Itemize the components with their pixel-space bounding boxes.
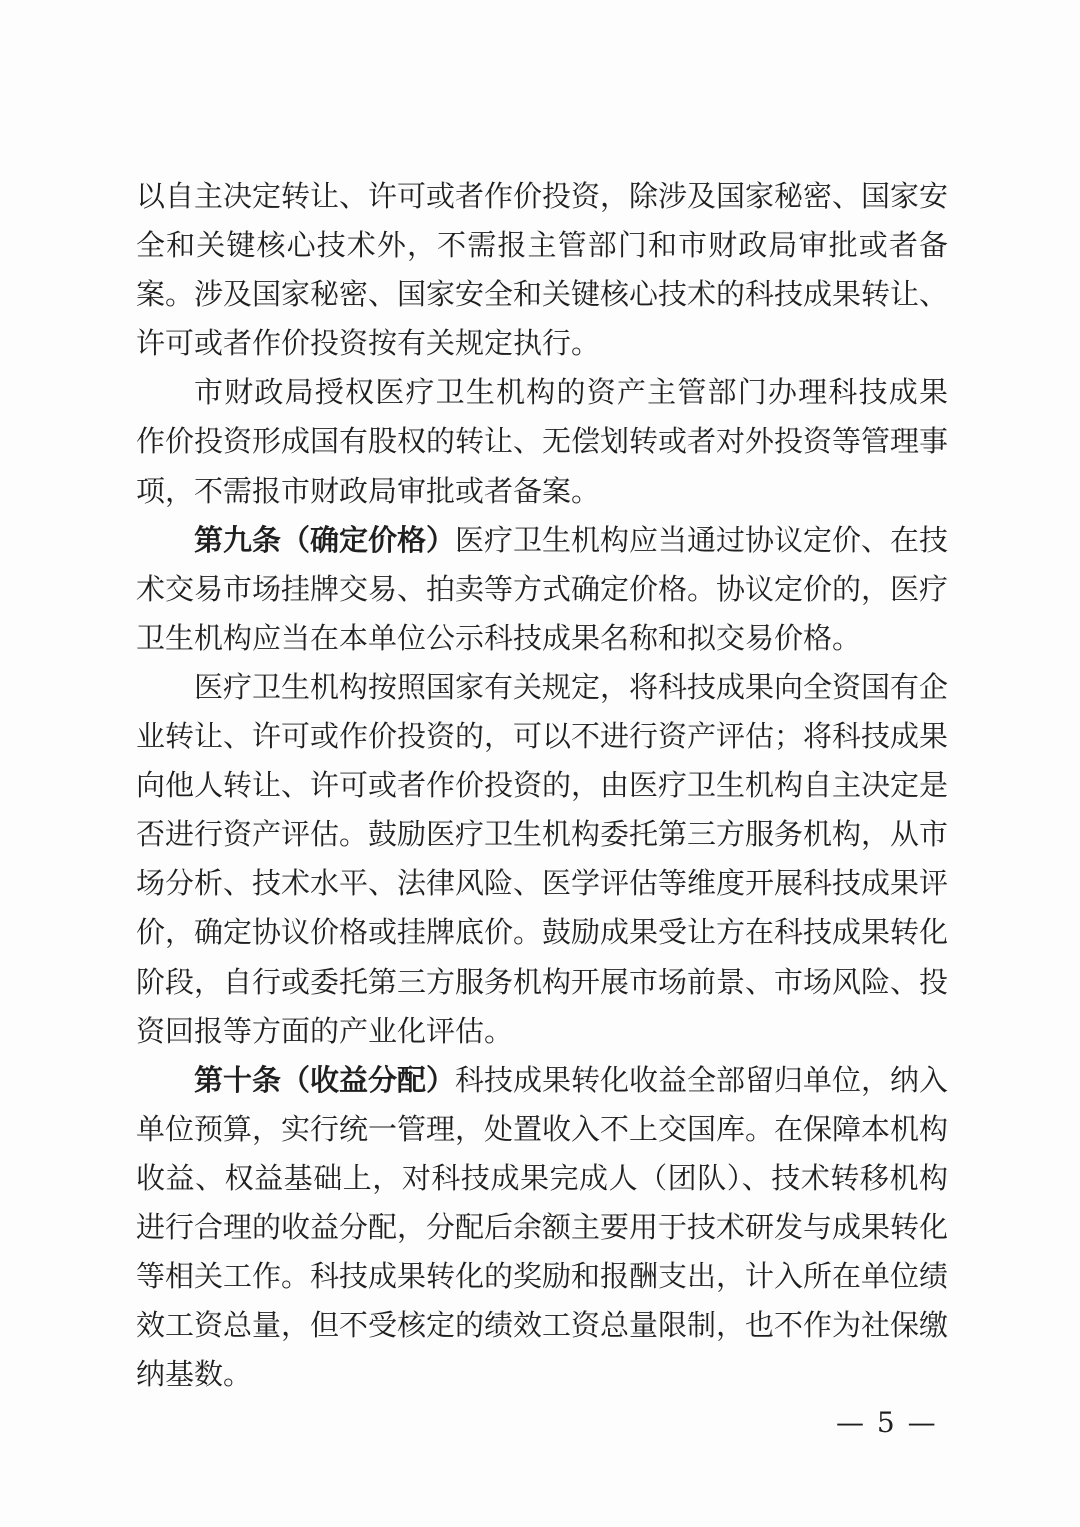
document-body bbox=[136, 172, 948, 1399]
text-line bbox=[136, 516, 948, 565]
text-line: 单位预算，实行统一管理，处置收入不上交国库。在保障本机构 bbox=[136, 1111, 949, 1146]
text-line: 收益、权益基础上，对科技成果完成人（团队）、技术转移机构 bbox=[136, 1160, 948, 1195]
article-text: 科技成果转化收益全部留归单位，纳入 bbox=[455, 1062, 949, 1097]
text-line: 否进行资产评估。鼓励医疗卫生机构委托第三方服务机构，从市 bbox=[136, 817, 949, 852]
text-line: 等相关工作。科技成果转化的奖励和报酬支出，计入所在单位绩 bbox=[136, 1259, 949, 1294]
page-number: — 5 — bbox=[836, 1406, 938, 1439]
text-line: 资回报等方面的产业化评估。 bbox=[136, 1013, 514, 1048]
text-line: 全和关键核心技术外，不需报主管部门和市财政局审批或者备 bbox=[136, 228, 948, 263]
text-line: 阶段，自行或委托第三方服务机构开展市场前景、市场风险、投 bbox=[136, 964, 949, 999]
text-line: 术交易市场挂牌交易、拍卖等方式确定价格。协议定价的，医疗 bbox=[136, 571, 949, 606]
text-line: 向他人转让、许可或者作价投资的，由医疗卫生机构自主决定是 bbox=[136, 768, 949, 803]
text-line: 卫生机构应当在本单位公示科技成果名称和拟交易价格。 bbox=[136, 620, 862, 655]
text-line: 案。涉及国家秘密、国家安全和关键核心技术的科技成果转让、 bbox=[136, 277, 949, 312]
text-line: 医疗卫生机构按照国家有关规定，将科技成果向全资国有企 bbox=[194, 669, 949, 704]
text-line: 业转让、许可或作价投资的，可以不进行资产评估；将科技成果 bbox=[136, 719, 949, 754]
text-line: 效工资总量，但不受核定的绩效工资总量限制，也不作为社保缴 bbox=[136, 1308, 949, 1343]
paragraph bbox=[136, 172, 948, 368]
text-line: 许可或者作价投资按有关规定执行。 bbox=[136, 326, 601, 361]
article-heading: 第九条（确定价格） bbox=[194, 522, 456, 557]
text-line: 项，不需报市财政局审批或者备案。 bbox=[136, 473, 601, 508]
text-line: 作价投资形成国有股权的转让、无偿划转或者对外投资等管理事 bbox=[136, 424, 949, 459]
paragraph bbox=[136, 368, 948, 515]
text-line: 进行合理的收益分配，分配后余额主要用于技术研发与成果转化 bbox=[136, 1209, 949, 1244]
paragraph bbox=[136, 663, 948, 1056]
article-9 bbox=[136, 516, 948, 663]
article-text: 医疗卫生机构应当通过协议定价、在技 bbox=[455, 522, 949, 557]
article-10 bbox=[136, 1056, 948, 1400]
text-line: 以自主决定转让、许可或者作价投资，除涉及国家秘密、国家安 bbox=[136, 179, 949, 213]
text-line: 场分析、技术水平、法律风险、医学评估等维度开展科技成果评 bbox=[136, 866, 949, 901]
article-heading: 第十条（收益分配） bbox=[194, 1062, 456, 1097]
text-line: 纳基数。 bbox=[136, 1357, 253, 1392]
text-line bbox=[136, 1056, 948, 1105]
text-line: 价，确定协议价格或挂牌底价。鼓励成果受让方在科技成果转化 bbox=[136, 915, 949, 950]
text-line: 市财政局授权医疗卫生机构的资产主管部门办理科技成果 bbox=[194, 375, 948, 410]
